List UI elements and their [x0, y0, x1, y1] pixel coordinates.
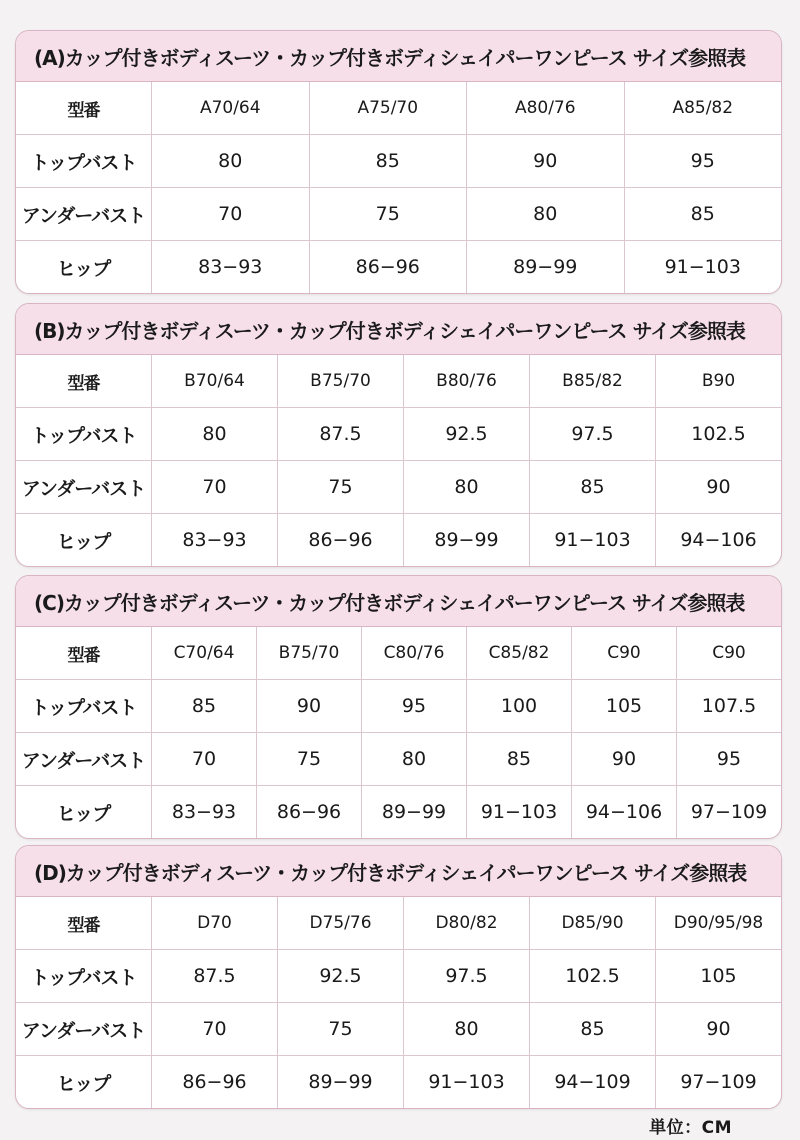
table-cell-top-bust: 97.5	[529, 408, 655, 460]
table-row-top-bust	[16, 407, 781, 460]
table-row-under-bust	[16, 460, 781, 513]
table-cell-model: A80/76	[466, 82, 624, 134]
table-row-under-bust	[16, 1002, 781, 1055]
table-cell-under-bust: 75	[277, 1003, 403, 1055]
table-cell-model: B75/70	[277, 355, 403, 407]
table-cell-top-bust: 80	[151, 408, 277, 460]
table-row-under-bust	[16, 187, 781, 240]
size-table-b	[15, 303, 782, 567]
table-cell-model: A85/82	[624, 82, 782, 134]
table-row-top-bust	[16, 679, 781, 732]
table-row-model	[16, 355, 781, 407]
size-grid	[16, 627, 781, 838]
table-cell-model: C90	[571, 627, 676, 679]
table-row-model	[16, 627, 781, 679]
table-cell-top-bust: 85	[151, 680, 256, 732]
table-cell-hip: 83−93	[151, 241, 309, 293]
table-cell-top-bust: 90	[466, 135, 624, 187]
row-label-under-bust: アンダーバスト	[21, 1019, 146, 1042]
table-row-top-bust	[16, 134, 781, 187]
table-cell-model: C85/82	[466, 627, 571, 679]
table-cell-model: D70	[151, 897, 277, 949]
table-cell-model: A70/64	[151, 82, 309, 134]
table-cell-hip: 94−106	[571, 786, 676, 838]
table-cell-top-bust: 102.5	[655, 408, 781, 460]
table-cell-top-bust: 87.5	[151, 950, 277, 1002]
table-row-hip	[16, 1055, 781, 1108]
unit-label: 単位：CM	[649, 1118, 732, 1138]
table-cell-top-bust: 107.5	[676, 680, 781, 732]
size-table-d	[15, 845, 782, 1109]
table-cell-under-bust: 70	[151, 461, 277, 513]
table-cell-model: D90/95/98	[655, 897, 781, 949]
table-cell-hip: 86−96	[151, 1056, 277, 1108]
table-cell-hip: 83−93	[151, 514, 277, 566]
size-grid	[16, 897, 781, 1108]
table-cell-hip: 91−103	[466, 786, 571, 838]
table-cell-under-bust: 70	[151, 733, 256, 785]
table-row-hip	[16, 240, 781, 293]
table-cell-under-bust: 90	[655, 461, 781, 513]
table-cell-model: C80/76	[361, 627, 466, 679]
table-row-model	[16, 897, 781, 949]
row-label-model: 型番	[67, 915, 100, 936]
table-cell-top-bust: 85	[309, 135, 467, 187]
table-cell-top-bust: 80	[151, 135, 309, 187]
table-cell-model: A75/70	[309, 82, 467, 134]
table-row-top-bust	[16, 949, 781, 1002]
row-label-model: 型番	[67, 100, 100, 121]
table-cell-hip: 97−109	[676, 786, 781, 838]
table-cell-under-bust: 90	[655, 1003, 781, 1055]
table-cell-hip: 89−99	[403, 514, 529, 566]
table-cell-hip: 91−103	[624, 241, 782, 293]
table-cell-model: B85/82	[529, 355, 655, 407]
table-cell-model: B75/70	[256, 627, 361, 679]
table-cell-under-bust: 80	[403, 1003, 529, 1055]
table-cell-model: B70/64	[151, 355, 277, 407]
row-label-under-bust: アンダーバスト	[21, 749, 146, 772]
table-cell-hip: 89−99	[361, 786, 466, 838]
table-cell-top-bust: 92.5	[277, 950, 403, 1002]
table-title: (C)カップ付きボディスーツ・カップ付きボディシェイパーワンピース サイズ参照表	[16, 576, 781, 627]
row-label-model: 型番	[67, 373, 100, 394]
row-label-hip: ヒップ	[56, 530, 111, 553]
table-cell-top-bust: 105	[655, 950, 781, 1002]
table-cell-under-bust: 90	[571, 733, 676, 785]
table-cell-hip: 89−99	[466, 241, 624, 293]
table-cell-hip: 91−103	[529, 514, 655, 566]
table-cell-model: B80/76	[403, 355, 529, 407]
table-cell-model: D85/90	[529, 897, 655, 949]
table-cell-top-bust: 92.5	[403, 408, 529, 460]
table-cell-under-bust: 75	[277, 461, 403, 513]
table-cell-top-bust: 105	[571, 680, 676, 732]
table-row-hip	[16, 513, 781, 566]
table-cell-hip: 86−96	[256, 786, 361, 838]
row-label-under-bust: アンダーバスト	[21, 204, 146, 227]
row-label-hip: ヒップ	[56, 802, 111, 825]
table-cell-top-bust: 97.5	[403, 950, 529, 1002]
table-cell-top-bust: 95	[361, 680, 466, 732]
row-label-model: 型番	[67, 645, 100, 666]
table-cell-model: C90	[676, 627, 781, 679]
table-cell-under-bust: 85	[466, 733, 571, 785]
table-cell-under-bust: 70	[151, 188, 309, 240]
table-cell-top-bust: 100	[466, 680, 571, 732]
row-label-top-bust: トップバスト	[30, 966, 137, 989]
table-cell-hip: 89−99	[277, 1056, 403, 1108]
size-grid	[16, 82, 781, 293]
table-row-model	[16, 82, 781, 134]
row-label-under-bust: アンダーバスト	[21, 477, 146, 500]
size-table-a	[15, 30, 782, 294]
table-cell-under-bust: 75	[256, 733, 361, 785]
table-cell-hip: 83−93	[151, 786, 256, 838]
table-cell-hip: 86−96	[277, 514, 403, 566]
table-cell-top-bust: 95	[624, 135, 782, 187]
table-cell-under-bust: 85	[529, 461, 655, 513]
table-cell-model: C70/64	[151, 627, 256, 679]
row-label-top-bust: トップバスト	[30, 696, 137, 719]
size-grid	[16, 355, 781, 566]
table-cell-model: D80/82	[403, 897, 529, 949]
table-cell-top-bust: 90	[256, 680, 361, 732]
table-cell-under-bust: 80	[466, 188, 624, 240]
table-cell-model: D75/76	[277, 897, 403, 949]
table-cell-top-bust: 87.5	[277, 408, 403, 460]
table-row-under-bust	[16, 732, 781, 785]
row-label-top-bust: トップバスト	[30, 424, 137, 447]
row-label-hip: ヒップ	[56, 257, 111, 280]
table-cell-under-bust: 75	[309, 188, 467, 240]
table-title: (B)カップ付きボディスーツ・カップ付きボディシェイパーワンピース サイズ参照表	[16, 304, 781, 355]
table-cell-top-bust: 102.5	[529, 950, 655, 1002]
table-cell-under-bust: 95	[676, 733, 781, 785]
table-cell-under-bust: 85	[529, 1003, 655, 1055]
table-cell-hip: 86−96	[309, 241, 467, 293]
table-cell-under-bust: 80	[361, 733, 466, 785]
table-row-hip	[16, 785, 781, 838]
size-table-c	[15, 575, 782, 839]
table-cell-hip: 94−106	[655, 514, 781, 566]
row-label-hip: ヒップ	[56, 1072, 111, 1095]
table-cell-hip: 91−103	[403, 1056, 529, 1108]
row-label-top-bust: トップバスト	[30, 151, 137, 174]
table-cell-under-bust: 85	[624, 188, 782, 240]
table-cell-under-bust: 80	[403, 461, 529, 513]
table-title: (D)カップ付きボディスーツ・カップ付きボディシェイパーワンピース サイズ参照表	[16, 846, 781, 897]
table-cell-hip: 97−109	[655, 1056, 781, 1108]
table-cell-model: B90	[655, 355, 781, 407]
table-title: (A)カップ付きボディスーツ・カップ付きボディシェイパーワンピース サイズ参照表	[16, 31, 781, 82]
table-cell-under-bust: 70	[151, 1003, 277, 1055]
table-cell-hip: 94−109	[529, 1056, 655, 1108]
